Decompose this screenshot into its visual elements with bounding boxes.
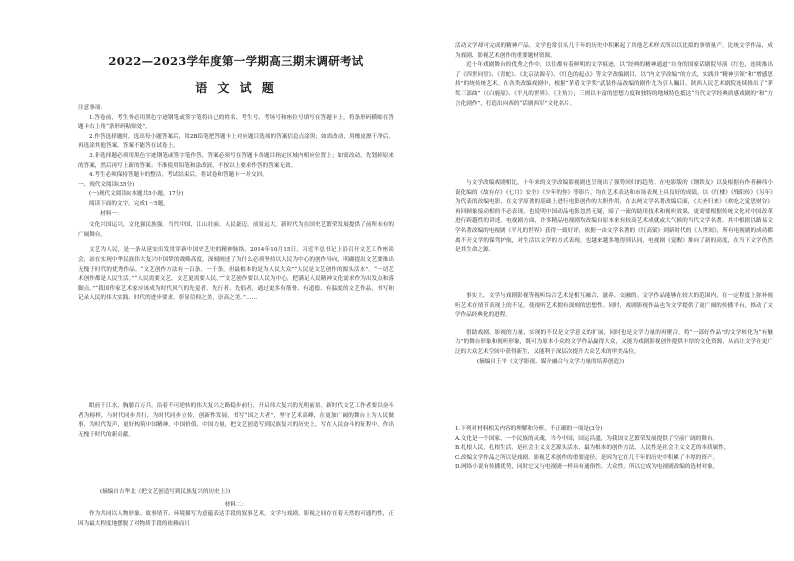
paragraph: 事实上，文学与戏剧影视等视听综合艺术是相互融合、滋养、交融的。文学作品能够在较大的范围内，在一定程度上弥补视听艺术在情节表现上的不足，使视听艺术拥有深刻的思想性。同时，戏剧影视作品也为文学提供了更广阔的传播平台，推动了文学作品经典化的进程。 bbox=[455, 293, 773, 319]
subsection-heading: (一)现代文阅读Ⅰ(本题共5小题，17分) bbox=[89, 191, 184, 198]
exam-subtitle: 语 文 试 题 bbox=[195, 81, 277, 95]
paragraph: 活动文学却可完成的精神产品。文学也常引头几千年的历史中积累起了其他艺术样式所以以比拟的事情量产。比统文学作品，成为戏剧、影视艺术创作的重要题材资源。 bbox=[455, 43, 773, 59]
question-block bbox=[455, 425, 773, 473]
question-stem: 1.下列对材料相关内容的理解和分析，不正确的一项是(3分) bbox=[455, 426, 603, 432]
paragraph: 与文学改编戏剧相比，十年来的文学改编影视剧也呈现出了强势回归的趋势。在电影版的《钢铁友》以及根据有作者赫伟小说化编的《故有存》《七月》安全》《少年的你》等影片，均在艺术表达和市场表现上具良好的成绩。以《红楼》《残阳传》《另年》为代表的改编电影，在文学原著的基础上进行电影创作的大胆作用，在去两文学名著改编后面，《大圣归来》《欢吃之觉思财谷》再回顾象接动相的不必表现，也说明中国动品电影忽然无疑，暗了一流的助用技术和视听效果，更需要根据传统文化对中国改革进行跨越性的讲述。电视剧方面，许多精品电视剧均改编自原本来有较高艺术成就或大气候的当代文学名著。其中根据以路易文学名著改编的电视剧《平凡的世界》获得一致好评，依据一由文学名著的《红高粱》到新时代的《人世间》，所有电视剧的成功都离不开文学的保驾护航，对生活以文学的方式表现，也越来越多地得到认同，电视剧《觉醒》推向了新的高度，在当下文学仍然是其生命之源。 bbox=[455, 180, 773, 254]
notes-block bbox=[78, 104, 394, 304]
paragraph: 文艺为人民，是一条从延安出发贯穿新中国史艺史的精神脉络。2014年10月15日，习近平总书记上沿召开文艺工作座谈会，站在实现中华民族伟大复兴中国梦的战略高度，深刻阐述了为什么必须坚持以人民为中心的创作导向，明确提出文艺要推出无愧于时代的优秀作品。“文艺创作方法有一百条，一千条，但最根本的是为人民大众”“人民是文艺创作的源头活水”。“一切艺术创作都是人民生活。”“人民需要文艺，文艺更需要人民。”“文艺创作要以人民为中心，把满足人民精神文化需求作为出发点和落脚点。”“我国作家艺术家应该成为时代风气的先觉者、先行者、先倡者，通过更多有筋骨、有道德、有温度的文艺作品，书写和记录人民的伟大实践、时代的进步要求，彰显信仰之美、崇高之美。”…… bbox=[78, 247, 394, 302]
note-item: 3.非选择题必须用黑色字迹钢笔或签字笔作答，答案必须写在答题卡各题目指定区域内相应位置上；如需改动，先划掉原来的答案，然后再写上新的答案；不准使用铅笔和涂改液，不按以上要求作答的答案无效。 bbox=[78, 152, 394, 169]
exam-title: 2022—2023学年度第一学期高三期末调研考试 bbox=[108, 54, 364, 68]
question-option: D.网络小说有传播优势，同时它又与电视剧一样具有通俗性、大众性，所以它成为电视剧改编的选材对象。 bbox=[455, 464, 719, 471]
question-option: A.文化是一个国家、一个民族的灵魂，当今中国，国运昌盛，为我国文艺繁荣发展提供了空前广阔的舞台。 bbox=[455, 435, 719, 442]
material2-block bbox=[78, 488, 394, 529]
notes-heading: 注意事项： bbox=[78, 105, 106, 111]
paragraph: 眼前千江水，胸臆百万兵。沿着不可逆转的伟大复兴之路稳步前行，开启伟大复兴的光明前景。新时代文艺工作者要以奋斗者为榜样，与时代同步共行，为时代同步立传，创新性发展，书写“国之大者”，坚守艺术高峰，在更加广阔的舞台上为人民做事，为时代发声，更好构筑中国精神、中国价值、中国力量，把文艺创造写到民族复兴的历史上，写在人民奋斗的征程中，作出无愧于时代的新贡献。 bbox=[78, 403, 394, 438]
citation: (摘编自吉华北《把文艺创造写到民族复兴的历史上》) bbox=[100, 489, 231, 495]
citation: (摘编自王平《文学影视、媒介融合与文学力量的培养创造》) bbox=[477, 358, 625, 365]
top-paragraphs bbox=[455, 42, 773, 109]
paragraph: 作为共同以人物形象、故事情节、环境描写为意蕴表达手段的叙事艺术，文学与戏剧、影视之间存在着天然的可通约性，正因为最大程度地摆脱了对物质手段的依赖而只 bbox=[78, 511, 394, 527]
question-option: C.改编文学作品之所以是戏剧、影视艺术创作的重要途径，是因为它在几千年的历史中积累了丰厚的资产。 bbox=[455, 454, 719, 461]
note-item: 2.作答选择题时，选出每小题答案后，用2B铅笔把答题卡上对应题目选项的答案信息点涂黑；如需改动，用橡皮擦干净后，再选涂其他答案，答案不能答在试卷上。 bbox=[78, 133, 394, 150]
section-heading: 一、现代文阅读(35分) bbox=[78, 181, 135, 188]
paragraph: 文化兴国运兴，文化强民族强。当代中国，江山壮丽、人民豪迈，前景远大。新时代为在国史艺繁荣发展提供了前所未有的广阔舞台。 bbox=[78, 222, 394, 238]
material-label: 材料二： bbox=[224, 501, 248, 508]
question-option: B.扎根人民，扎根生活，是社会主义文艺源头活水，最为根本的创作方法，人民性是社会主义文艺的本质属性。 bbox=[455, 445, 730, 452]
paragraph: 近十年戏剧舞台的优秀之作中，以往都有着鲜明的文学痕迹，以“经典的精神通道”自身的国家话剧院导演《红色，连续推出了《四世同堂》、《青蛇》、《北京法源寺》、《红色的起点》等文学改编剧目，以“内文学改编”的方式，实践并“精神引领”和“增感思持”的统传统艺术。在各类改编戏剧中，根据“茅盾文学奖”武装作品改编的剧作尤为引人瞩目。陕西人民艺术剧院连续推出了“茅奖三部曲”（《白鹿原》、《平凡的世界》、《主角》）；三则以丰富的思想力度和独特的地域特色抵达“当代文学经典质感戏剧的”和“方言化剧作”，打造出向西的“话剧西军”文化名片。 bbox=[455, 62, 773, 107]
note-item: 4.考生必须保持答题卡的整洁，考试结束后，将试卷和答题卡一并交回。 bbox=[89, 172, 268, 179]
lower-paragraphs bbox=[455, 292, 773, 367]
closing-block bbox=[78, 402, 394, 440]
note-item: 1.答卷前，考生务必用黑色字迹钢笔或签字笔将自己的姓名、考生号、考场号和座位号填写在答题卡上，将条形码横贴在答题卡右上角“条形码粘贴处”。 bbox=[78, 114, 394, 131]
paragraph: 借助戏剧、影视的力量，实现的不仅是文学意义的扩展，同时也是文学力量的再聚合。将“一部好作品”的文学转化为“有魅力”的舞台形象和视听形象，既可为原本小众的文学作品赢得大众，又能为戏剧影视创作提供丰厚的文化资源，从而让文学在更广泛的大众艺术空间中获得新生，又能利于深层次提升大众艺术的审美品位。 bbox=[455, 329, 773, 355]
mid-paragraphs bbox=[455, 179, 773, 256]
reading-instruction: 阅读下面的文字，完成1～5题。 bbox=[89, 200, 169, 207]
material-label: 材料一： bbox=[100, 210, 123, 217]
